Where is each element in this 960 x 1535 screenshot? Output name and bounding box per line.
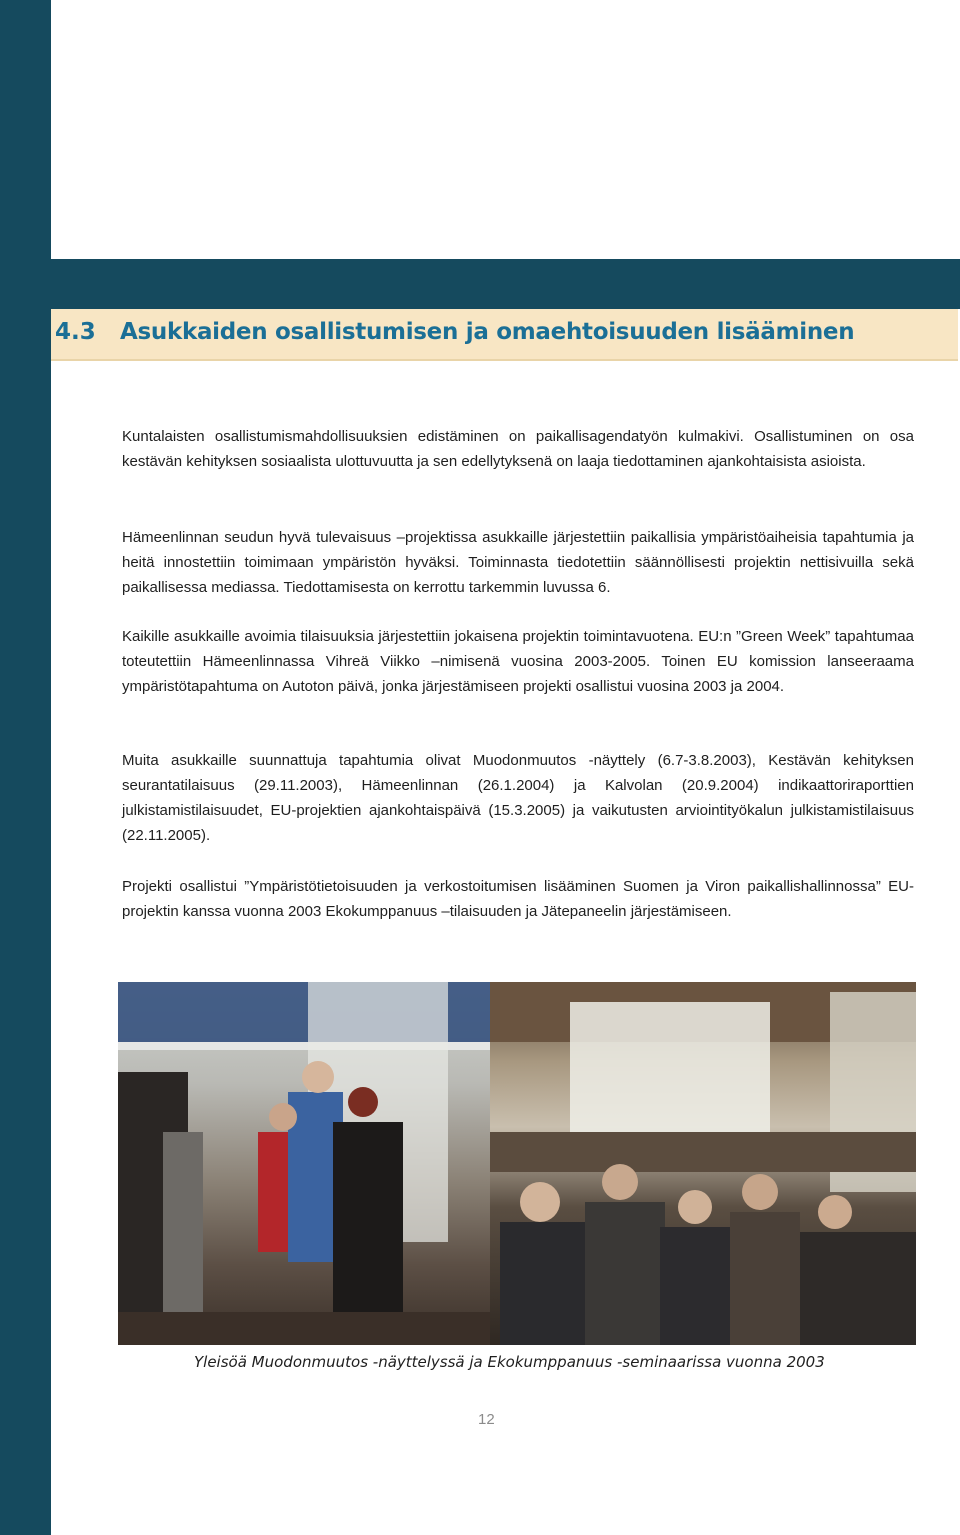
seminar-photo-illustration bbox=[490, 982, 916, 1345]
section-title: Asukkaiden osallistumisen ja omaehtoisuuden lisääminen bbox=[120, 319, 855, 345]
exhibition-photo bbox=[118, 982, 490, 1345]
photo-strip bbox=[118, 982, 916, 1345]
paragraph-2: Hämeenlinnan seudun hyvä tulevaisuus –projektissa asukkaille järjestettiin paikallisia ympäristöaiheisia tapahtumia ja heitä innostettiin toimimaan ympäristön hyväksi. Toiminnasta tiedotettiin säännöllisesti projektin nettisivuilla sekä paikallisessa mediassa. Tiedottamisesta on kerrottu tarkemmin luvussa 6. bbox=[122, 529, 914, 596]
exhibition-photo-illustration bbox=[118, 982, 490, 1345]
page-number: 12 bbox=[478, 1411, 495, 1428]
paragraph-3: Kaikille asukkaille avoimia tilaisuuksia järjestettiin jokaisena projektin toimintavuotena. EU:n ”Green Week” tapahtumaa toteutettiin Hämeenlinnassa Vihreä Viikko –nimisenä vuosina 2003-2005. Toinen EU komission lanseeraama ympäristötapahtuma on Autoton päivä, jonka järjestämiseen projekti osallistui vuosina 2003 ja 2004. bbox=[122, 628, 914, 695]
header-band bbox=[51, 259, 960, 309]
photo-caption: Yleisöä Muodonmuutos -näyttelyssä ja Ekokumppanuus -seminaarissa vuonna 2003 bbox=[194, 1353, 825, 1371]
paragraph-1: Kuntalaisten osallistumismahdollisuuksien edistäminen on paikallisagendatyön kulmakivi. Osallistuminen on osa kestävän kehityksen sosiaalista ulottuvuutta ja sen edellytyksenä on laaja tiedottaminen ajankohtaisista asioista. bbox=[122, 428, 914, 470]
seminar-photo bbox=[490, 982, 916, 1345]
section-number: 4.3 bbox=[55, 319, 96, 345]
section-heading-band bbox=[51, 309, 958, 361]
left-sidebar-bar bbox=[0, 0, 51, 1535]
paragraph-4: Muita asukkaille suunnattuja tapahtumia olivat Muodonmuutos -näyttely (6.7-3.8.2003), Kestävän kehityksen seurantatilaisuus (29.11.2003), Hämeenlinnan (26.1.2004) ja Kalvolan (20.9.2004) indikaattoriraporttien julkistamistilaisuudet, EU-projektien ajankohtaispäivä (15.3.2005) ja vaikutusten arviointityökalun julkistamistilaisuus (22.11.2005). bbox=[122, 752, 914, 844]
paragraph-5: Projekti osallistui ”Ympäristötietoisuuden ja verkostoitumisen lisääminen Suomen ja Viron paikallishallinnossa” EU-projektin kanssa vuonna 2003 Ekokumppanuus –tilaisuuden ja Jätepaneelin järjestämiseen. bbox=[122, 878, 914, 920]
